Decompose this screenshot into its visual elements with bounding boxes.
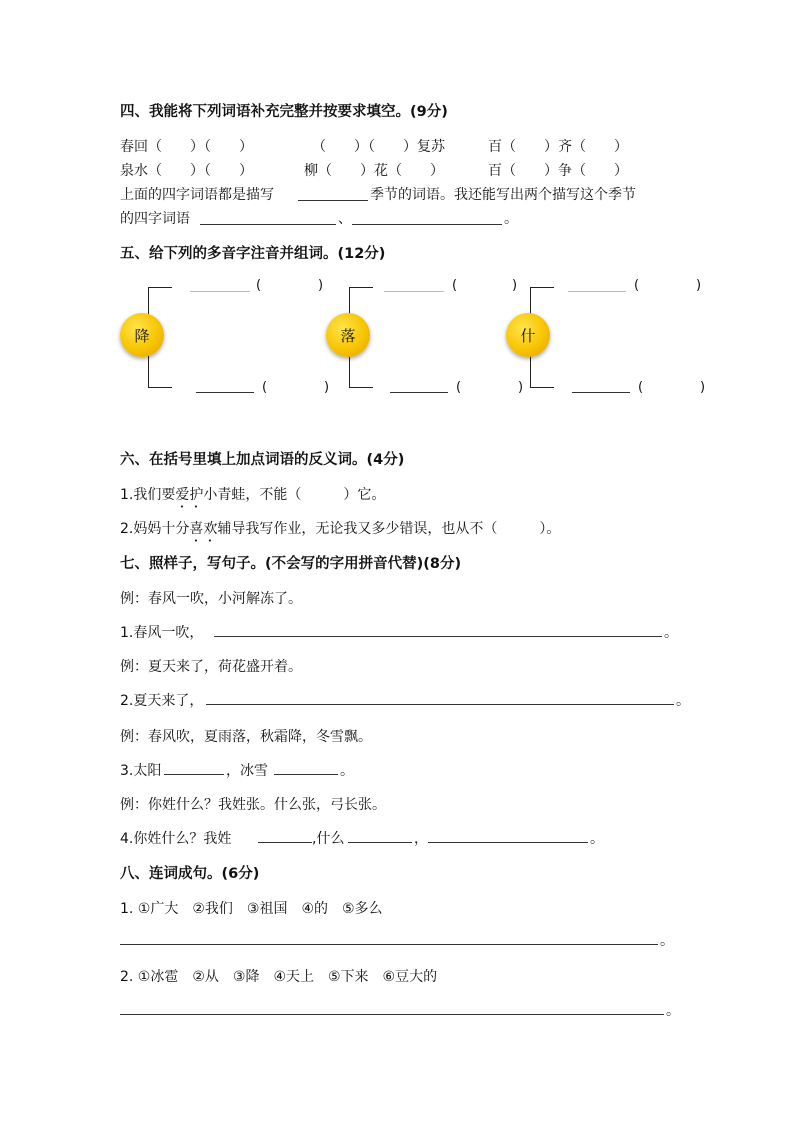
- s6-q1-start: 1.我们要: [120, 487, 176, 503]
- s8-q1-period: 。: [660, 933, 674, 949]
- bracket-2-top: [349, 287, 373, 288]
- s4-season-blank[interactable]: [298, 200, 368, 201]
- bracket-3-top: [530, 287, 554, 288]
- paren-close-1b: ): [324, 380, 330, 395]
- section-6-title: 六、在括号里填上加点词语的反义词。(4分): [120, 452, 405, 468]
- s4-line4-start: 的四字词语: [120, 211, 190, 227]
- s7-q3-period: 。: [340, 763, 354, 779]
- pinyin-blank-1b[interactable]: [196, 392, 254, 393]
- s7-q4-start: 4.你姓什么？我姓: [120, 831, 232, 847]
- paren-close-2b: ): [518, 380, 524, 395]
- s7-q4-blank-2[interactable]: [348, 842, 412, 843]
- pinyin-blank-1a[interactable]: [190, 291, 250, 292]
- s4-period: 。: [504, 211, 518, 227]
- s6-q2-start: 2.妈妈十分: [120, 521, 190, 537]
- bracket-3-bottom: [530, 387, 554, 388]
- s8-q1-words: 1. ①广大 ②我们 ③祖国 ④的 ⑤多么: [120, 901, 383, 917]
- s4-line3-end: 季节的词语。我还能写出两个描写这个季节: [370, 187, 636, 203]
- s4-row2-item3: 百（ ）争（ ）: [488, 163, 628, 179]
- bracket-2-bottom: [349, 387, 373, 388]
- s8-q2-period: 。: [666, 1003, 680, 1019]
- s7-q2: 2.夏天来了，: [120, 693, 204, 709]
- polyphone-char-1: 降: [120, 313, 164, 357]
- s7-q4-blank-3[interactable]: [428, 842, 588, 843]
- pinyin-blank-2a[interactable]: [384, 291, 444, 292]
- polyphone-char-3: 什: [506, 313, 550, 357]
- s7-q1: 1.春风一吹，: [120, 625, 204, 641]
- bracket-1-bottom: [148, 387, 172, 388]
- section-8-title: 八、连词成句。(6分): [120, 866, 260, 882]
- s7-example-2: 例：夏天来了，荷花盛开着。: [120, 659, 302, 675]
- s6-q1-end: 小青蛙，不能（ ）它。: [203, 487, 386, 503]
- pinyin-blank-2b[interactable]: [390, 392, 448, 393]
- s7-q1-blank[interactable]: [214, 636, 662, 637]
- pinyin-blank-3a[interactable]: [568, 291, 626, 292]
- s6-q1: [120, 484, 385, 511]
- s7-example-4: 例：你姓什么？我姓张。什么张，弓长张。: [120, 797, 386, 813]
- s7-q3-start: 3.太阳: [120, 763, 162, 779]
- s7-q4-mid: ,什么: [312, 831, 345, 847]
- s4-word-blank-2[interactable]: [352, 224, 502, 225]
- paren-close-2a: ): [512, 278, 518, 293]
- s7-example-3: 例：春风吹，夏雨落，秋霜降，冬雪飘。: [120, 729, 372, 745]
- paren-open-1b: (: [262, 380, 268, 395]
- s7-q1-period: 。: [664, 625, 678, 641]
- section-4-title: 四、我能将下列词语补充完整并按要求填空。(9分): [120, 104, 448, 120]
- s7-q4-comma: ，: [414, 831, 428, 847]
- s7-q3-blank-1[interactable]: [164, 774, 224, 775]
- s6-q2: [120, 518, 560, 545]
- bracket-1-top: [148, 287, 172, 288]
- s4-word-blank-1[interactable]: [200, 224, 336, 225]
- paren-close-1a: ): [318, 278, 324, 293]
- paren-open-2b: (: [456, 380, 462, 395]
- paren-open-3a: (: [634, 278, 640, 293]
- paren-close-3b: ): [700, 380, 706, 395]
- s4-row1-item2: （ ）（ ）复苏: [312, 139, 445, 155]
- s4-separator: 、: [338, 211, 352, 227]
- s6-q2-end: 辅导我写作业，无论我又多少错误，也从不（ ）。: [217, 521, 561, 537]
- paren-open-2a: (: [452, 278, 458, 293]
- s7-q2-period: 。: [676, 693, 690, 709]
- section-5-title: 五、给下列的多音字注音并组词。(12分): [120, 246, 386, 262]
- polyphone-char-2: 落: [326, 313, 370, 357]
- s4-row2-item2: 柳（ ）花（ ）: [304, 163, 444, 179]
- section-7-title: 七、照样子，写句子。(不会写的字用拼音代替)(8分): [120, 556, 462, 572]
- s4-line3-start: 上面的四字词语都是描写: [120, 187, 274, 203]
- s7-q4-period: 。: [590, 831, 604, 847]
- s4-row1-item1: 春回（ ）（ ）: [120, 139, 253, 155]
- paren-open-1a: (: [256, 278, 262, 293]
- s6-q2-dotted-word: 喜欢: [189, 521, 218, 537]
- s7-q3-mid: ，冰雪: [226, 763, 268, 779]
- s7-example-1: 例：春风一吹，小河解冻了。: [120, 591, 302, 607]
- paren-close-3a: ): [696, 278, 702, 293]
- s8-q2-words: 2. ①冰雹 ②从 ③降 ④天上 ⑤下来 ⑥豆大的: [120, 969, 438, 985]
- s8-q1-answer-line[interactable]: [120, 944, 658, 945]
- s7-q4-blank-1[interactable]: [258, 842, 312, 843]
- pinyin-blank-3b[interactable]: [572, 392, 630, 393]
- paren-open-3b: (: [638, 380, 644, 395]
- s7-q3-blank-2[interactable]: [274, 774, 338, 775]
- s7-q2-blank[interactable]: [206, 704, 674, 705]
- s6-q1-dotted-word: 爱护: [175, 487, 204, 503]
- s4-row1-item3: 百（ ）齐（ ）: [488, 139, 628, 155]
- s4-row2-item1: 泉水（ ）（ ）: [120, 163, 253, 179]
- s8-q2-answer-line[interactable]: [120, 1014, 664, 1015]
